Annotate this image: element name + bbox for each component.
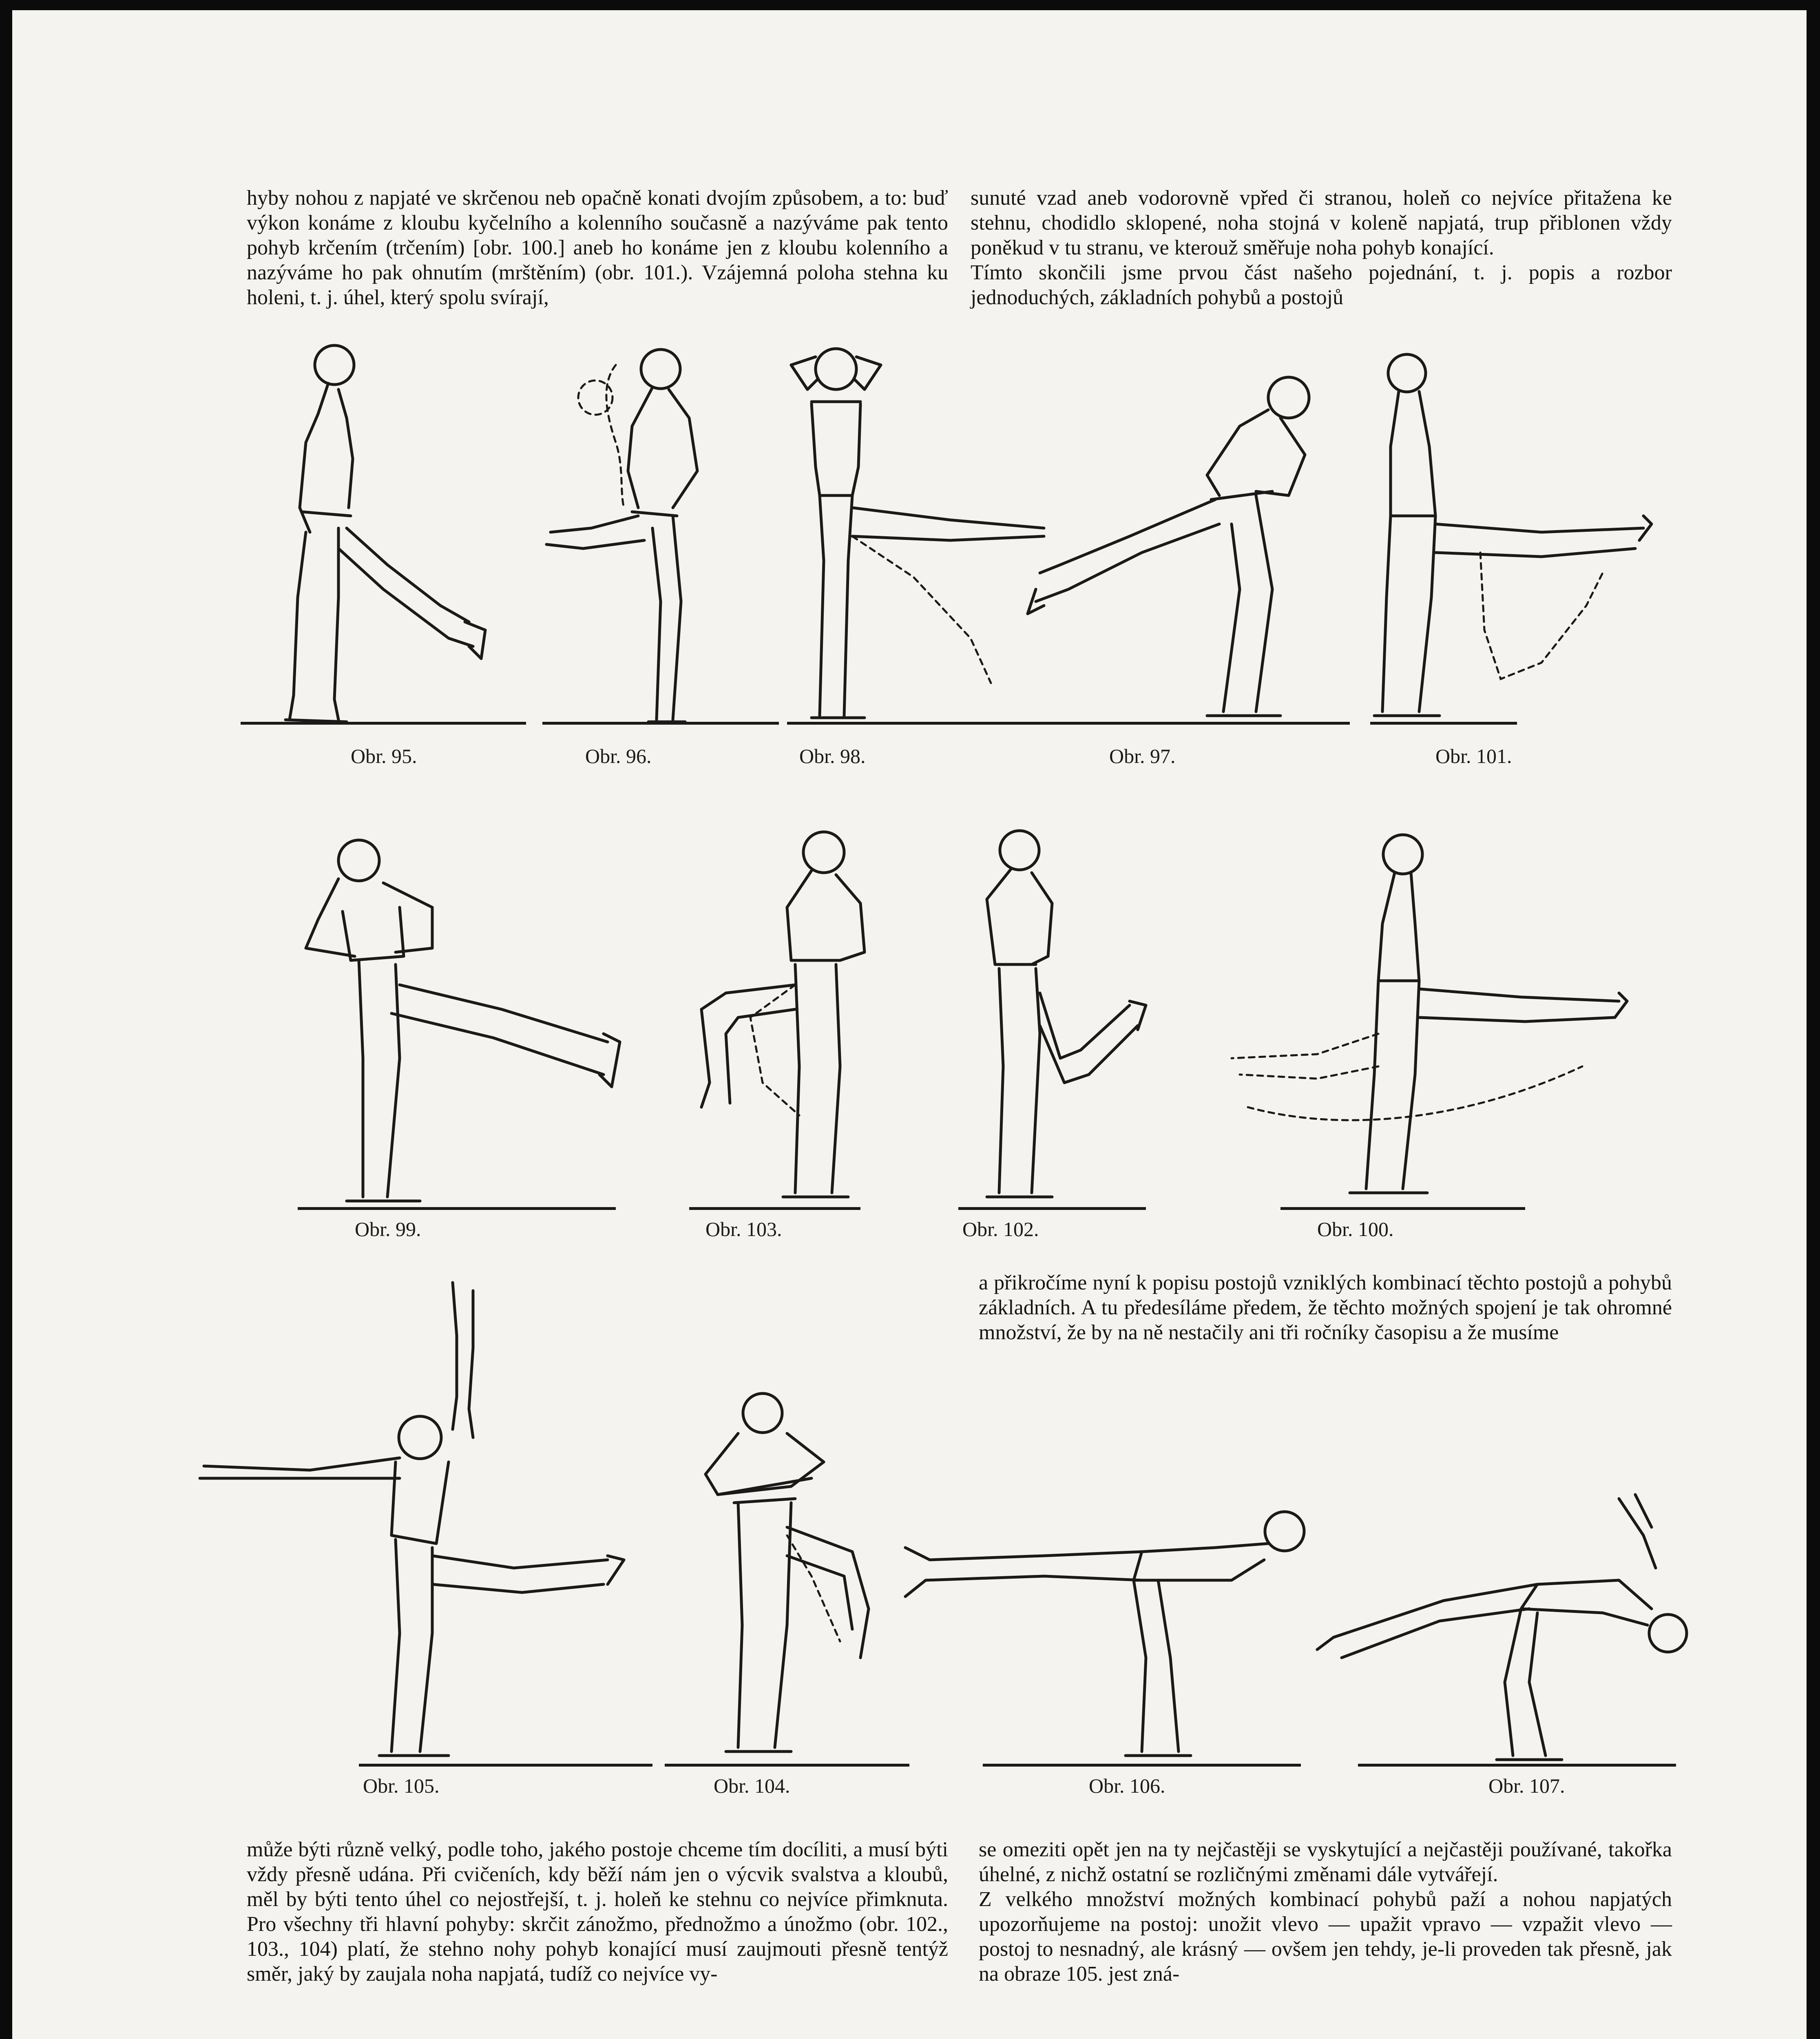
caption-obr-99: Obr. 99. xyxy=(355,1218,421,1241)
caption-obr-96: Obr. 96. xyxy=(585,745,652,767)
figure-105 xyxy=(188,1274,685,1780)
caption-obr-106: Obr. 106. xyxy=(1089,1774,1165,1797)
text-bottom-right: se omeziti opět jen na ty nejčastěji se vyskytující a nejčastěji používané, takořka úhelné, z nichž ostatní se rozličnými změnami dále vytvářejí. Z velkého množství možných kombinací pohybů paží a nohou napjatých upozorňujeme na postoj: unožit vlevo — upažit vpravo — vzpažit vlevo — postoj to nesnadný, ale krásný — ovšem jen tehdy, je-li proveden tak přesně, jak na obraze 105. jest zná- xyxy=(979,1838,1672,1986)
figure-99 xyxy=(298,830,648,1213)
book-page xyxy=(12,10,1807,2039)
ground-line xyxy=(542,722,779,725)
caption-obr-95: Obr. 95. xyxy=(351,745,417,767)
ground-line xyxy=(1280,1207,1525,1210)
caption-obr-101: Obr. 101. xyxy=(1435,745,1512,767)
ground-line xyxy=(298,1207,616,1210)
figure-106 xyxy=(881,1495,1321,1780)
figure-95 xyxy=(257,336,518,736)
ground-line xyxy=(983,1764,1301,1767)
caption-obr-104: Obr. 104. xyxy=(714,1774,790,1797)
ground-line xyxy=(958,1207,1146,1210)
ground-line xyxy=(1358,1764,1676,1767)
caption-obr-100: Obr. 100. xyxy=(1317,1218,1394,1241)
caption-obr-102: Obr. 102. xyxy=(962,1218,1039,1241)
figure-97 xyxy=(1028,361,1346,736)
ground-line xyxy=(241,722,526,725)
figure-107 xyxy=(1309,1486,1717,1780)
text-top-right: sunuté vzad aneb vodorovně vpřed či stranou, holeň co nejvíce přitažena ke stehnu, chodidlo sklopené, noha stojná v koleně napjatá, trup přiblonen vždy poněkud v tu stranu, ve kterouž směřuje noha pohyb konající. Tímto skončili jsme prvou část našeho pojednání, t. j. popis a rozbor jednoduchých, základních pohybů a postojů xyxy=(971,186,1672,309)
ground-line xyxy=(1040,722,1350,725)
caption-obr-105: Obr. 105. xyxy=(363,1774,440,1797)
text-top-left: hyby nohou z napjaté ve skrčenou neb opačně konati dvojím způsobem, a to: buď výkon konáme z kloubu kyčelního a kolenního současně a nazýváme pak tento pohyb krčením (trčením) [obr. 100.] aneb ho konáme jen z kloubu kolenního a nazýváme ho pak ohnutím (mrštěním) (obr. 101.). Vzájemná poloha stehna ku holeni, t. j. úhel, který spolu svírají, xyxy=(247,186,948,309)
caption-obr-107: Obr. 107. xyxy=(1488,1774,1565,1797)
figure-102 xyxy=(950,822,1236,1213)
figure-101 xyxy=(1358,345,1684,736)
figure-104 xyxy=(665,1380,918,1780)
figure-100 xyxy=(1215,822,1664,1213)
caption-obr-97: Obr. 97. xyxy=(1109,745,1176,767)
ground-line xyxy=(359,1764,652,1767)
text-bottom-left: může býti různě velký, podle toho, jakého postoje chceme tím docíliti, a musí býti vždy přesně udána. Při cvičeních, kdy běží nám jen o výcvik svalstva a kloubů, měl by býti tento úhel co nejostřejší, t. j. holeň ke stehnu co nejvíce přimknuta. Pro všechny tři hlavní pohyby: skrčit zánožmo, přednožmo a únožmo (obr. 102., 103., 104) platí, že stehno nohy pohyb konající musí zaujmouti přesně tentýž směr, jaký by zaujala noha napjatá, tudíž co nejvíce vy- xyxy=(247,1838,948,1986)
ground-line xyxy=(689,1207,860,1210)
figure-103 xyxy=(665,822,893,1213)
caption-obr-103: Obr. 103. xyxy=(705,1218,782,1241)
text-middle-right: a přikročíme nyní k popisu postojů vzniklých kombinací těchto postojů a pohybů základních. A tu předesíláme předem, že těchto možných spojení je tak ohromné množství, že by na ně nestačily ani tři ročníky časopisu a že musíme xyxy=(979,1271,1672,1344)
ground-line xyxy=(1370,722,1517,725)
figure-96 xyxy=(551,336,779,736)
ground-line xyxy=(787,722,1040,725)
ground-line xyxy=(665,1764,909,1767)
caption-obr-98: Obr. 98. xyxy=(799,745,866,767)
